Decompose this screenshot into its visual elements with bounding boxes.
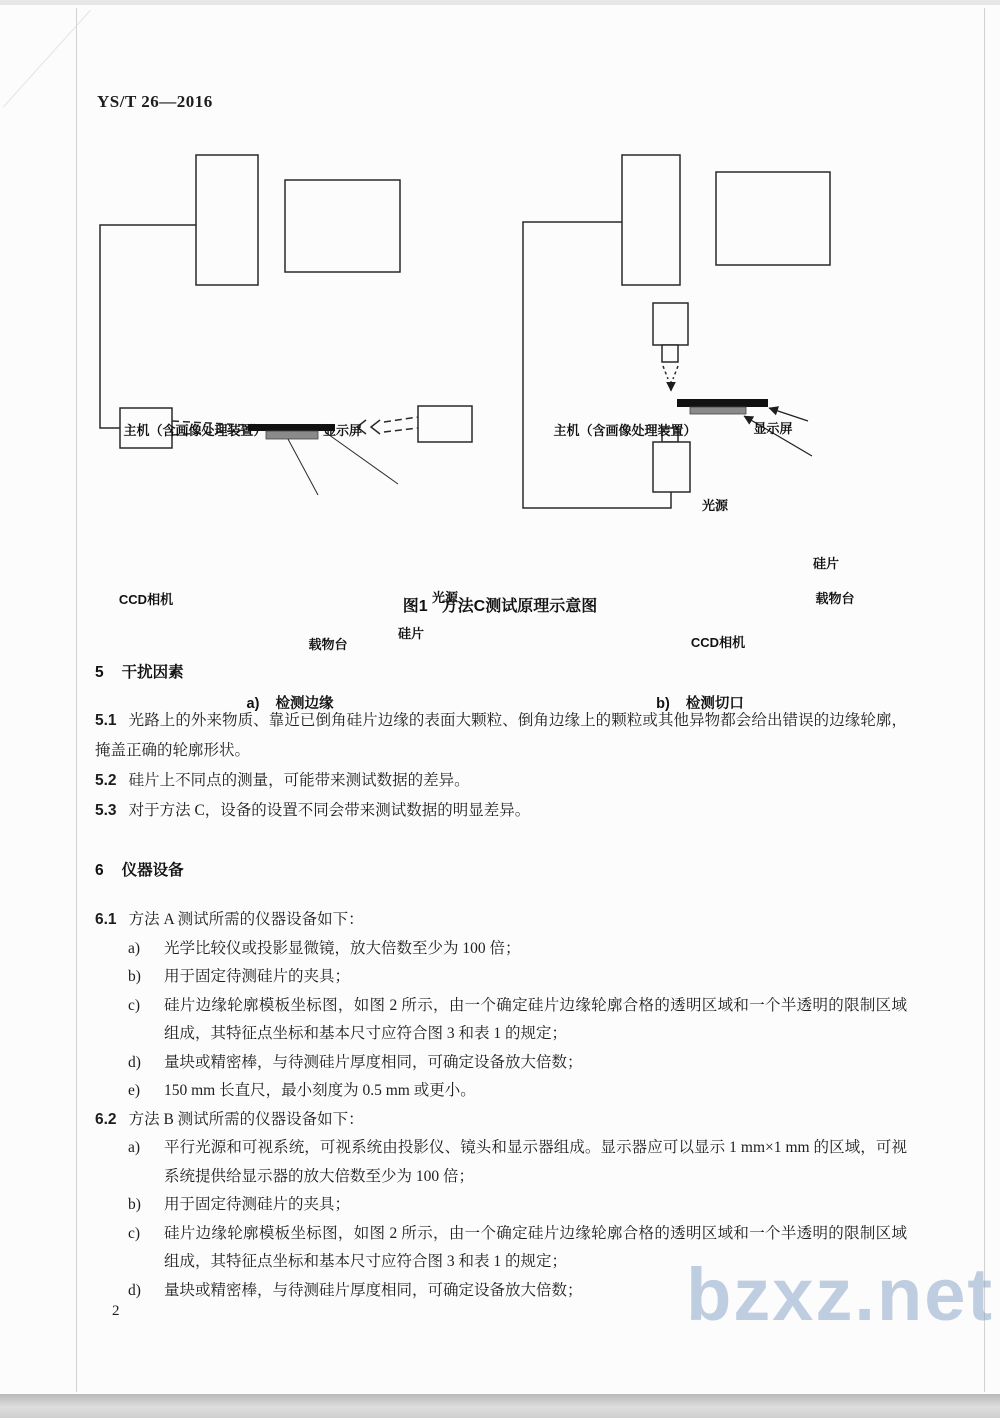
body-content: [95, 660, 907, 1305]
section-5-number: 5: [95, 664, 104, 681]
light-label-a: 光源: [431, 590, 458, 605]
light-box-a: [418, 406, 472, 442]
clause-5-3: [95, 796, 907, 826]
wafer-label-a: 硅片: [397, 626, 424, 641]
light-beam-b-left: [663, 366, 668, 379]
figure-diagram-svg: [0, 140, 1000, 585]
clause-6-1-number: 6.1: [95, 911, 117, 928]
clause-5-1: [95, 706, 907, 766]
section-5-title: 干扰因素: [121, 664, 184, 681]
section-6-number: 6: [95, 862, 104, 879]
list-item: [95, 1134, 907, 1191]
item-text: 硅片边缘轮廓模板坐标图，如图 2 所示，由一个确定硅片边缘轮廓合格的透明区域和一个半透明的限制区域组成，其特征点坐标和基本尺寸应符合图 3 和表 1 的规定；: [164, 996, 907, 1042]
light-stem-b: [662, 345, 678, 362]
display-label-b: 显示屏: [753, 421, 793, 436]
figure-caption-num: 图1: [402, 598, 428, 615]
scan-artifact-diagonal: [3, 10, 91, 107]
stage-label-a: 载物台: [308, 637, 348, 652]
wafer-pointer-a: [325, 432, 398, 484]
wafer-label-b: 硅片: [812, 556, 839, 571]
clause-5-1-number: 5.1: [95, 712, 117, 729]
list-item: [95, 1191, 907, 1220]
wafer-b: [677, 399, 768, 407]
section-6-title: 仪器设备: [121, 862, 184, 879]
display-box-a: [285, 180, 400, 272]
item-letter: a): [128, 939, 141, 957]
list-item: [95, 1077, 907, 1106]
section-6-heading: [95, 858, 907, 880]
light-box-b: [653, 303, 688, 345]
clause-6-2-text: 方法 B 测试所需的仪器设备如下：: [128, 1110, 364, 1128]
item-text: 平行光源和可视系统，可视系统由投影仪、镜头和显示器组成。显示器应可以显示 1 mm×1 mm 的区域，可视系统提供给显示器的放大倍数至少为 100 倍；: [164, 1139, 907, 1185]
item-text: 硅片边缘轮廓模板坐标图，如图 2 所示，由一个确定硅片边缘轮廓合格的透明区域和一个半透明的限制区域组成，其特征点坐标和基本尺寸应符合图 3 和表 1 的规定；: [164, 1224, 907, 1270]
item-letter: b): [128, 968, 141, 985]
display-label-a: 显示屏: [322, 423, 362, 438]
clause-5-2: [95, 766, 907, 796]
item-text: 光学比较仪或投影显微镜，放大倍数至少为 100 倍；: [164, 939, 521, 957]
list-item: [95, 935, 907, 964]
clause-5-3-text: 对于方法 C，设备的设置不同会带来测试数据的明显差异。: [128, 802, 531, 819]
stage-b: [690, 407, 746, 414]
item-letter: b): [128, 1196, 141, 1213]
host-box-a: [196, 155, 258, 285]
stage-label-b: 载物台: [815, 591, 855, 606]
item-letter: c): [128, 996, 141, 1014]
item-text: 量块或精密棒，与待测硅片厚度相同，可确定设备放大倍数；: [164, 1053, 583, 1071]
light-beam-a-top: [384, 417, 418, 422]
ccd-label-b: CCD相机: [690, 635, 746, 650]
display-box-b: [716, 172, 830, 265]
host-ccd-cable-a: [100, 225, 196, 428]
caption-a-text: 检测边缘: [275, 696, 334, 712]
ccd-label-a: CCD相机: [118, 592, 174, 607]
clause-5-3-number: 5.3: [95, 802, 117, 819]
host-box-b: [622, 155, 680, 285]
item-text: 用于固定待测硅片的夹具；: [164, 968, 351, 985]
clause-6-2-number: 6.2: [95, 1110, 117, 1128]
light-label-b: 光源: [701, 498, 728, 513]
stage-pointer-a: [288, 439, 318, 495]
section-5-heading: [95, 660, 907, 682]
page-number: 2: [112, 1303, 120, 1319]
caption-b-text: 检测切口: [685, 696, 744, 712]
item-letter: c): [128, 1224, 141, 1242]
watermark: bzxz.net: [686, 1253, 994, 1336]
item-text: 150 mm 长直尺，最小刻度为 0.5 mm 或更小。: [164, 1082, 476, 1099]
figure-caption: [0, 593, 1000, 616]
clause-5-1-text: 光路上的外来物质、靠近已倒角硅片边缘的表面大颗粒、倒角边缘上的颗粒或其他异物都会给出错误的边缘轮廓，掩盖正确的轮廓形状。: [95, 712, 907, 759]
item-text: 量块或精密棒，与待测硅片厚度相同，可确定设备放大倍数；: [164, 1281, 583, 1299]
clause-6-1-text: 方法 A 测试所需的仪器设备如下：: [128, 911, 364, 928]
ccd-box-b: [653, 442, 690, 492]
item-letter: e): [128, 1082, 141, 1099]
host-label-b: 主机（含画像处理装置）: [553, 423, 697, 438]
list-item: [95, 1049, 907, 1078]
clause-5-2-number: 5.2: [95, 772, 117, 789]
caption-a-prefix: a): [246, 696, 260, 712]
item-text: 用于固定待测硅片的夹具；: [164, 1196, 351, 1213]
doc-number: YS/T 26—2016: [97, 92, 213, 111]
scan-bottom-bar: [0, 1394, 1000, 1418]
figure-caption-title: 方法C测试原理示意图: [441, 598, 598, 615]
item-letter: d): [128, 1281, 141, 1299]
caption-b-prefix: b): [656, 696, 670, 712]
light-beam-b-right: [673, 366, 678, 379]
clause-5-2-text: 硅片上不同点的测量，可能带来测试数据的差异。: [128, 772, 470, 789]
host-label-a: 主机（含画像处理装置）: [123, 423, 267, 438]
item-letter: d): [128, 1053, 141, 1071]
clause-6-2: [95, 1106, 907, 1135]
list-item: [95, 963, 907, 992]
item-letter: a): [128, 1139, 141, 1156]
list-item: [95, 992, 907, 1049]
clause-6-1: [95, 906, 907, 935]
wafer-pointer-b: [769, 408, 808, 421]
